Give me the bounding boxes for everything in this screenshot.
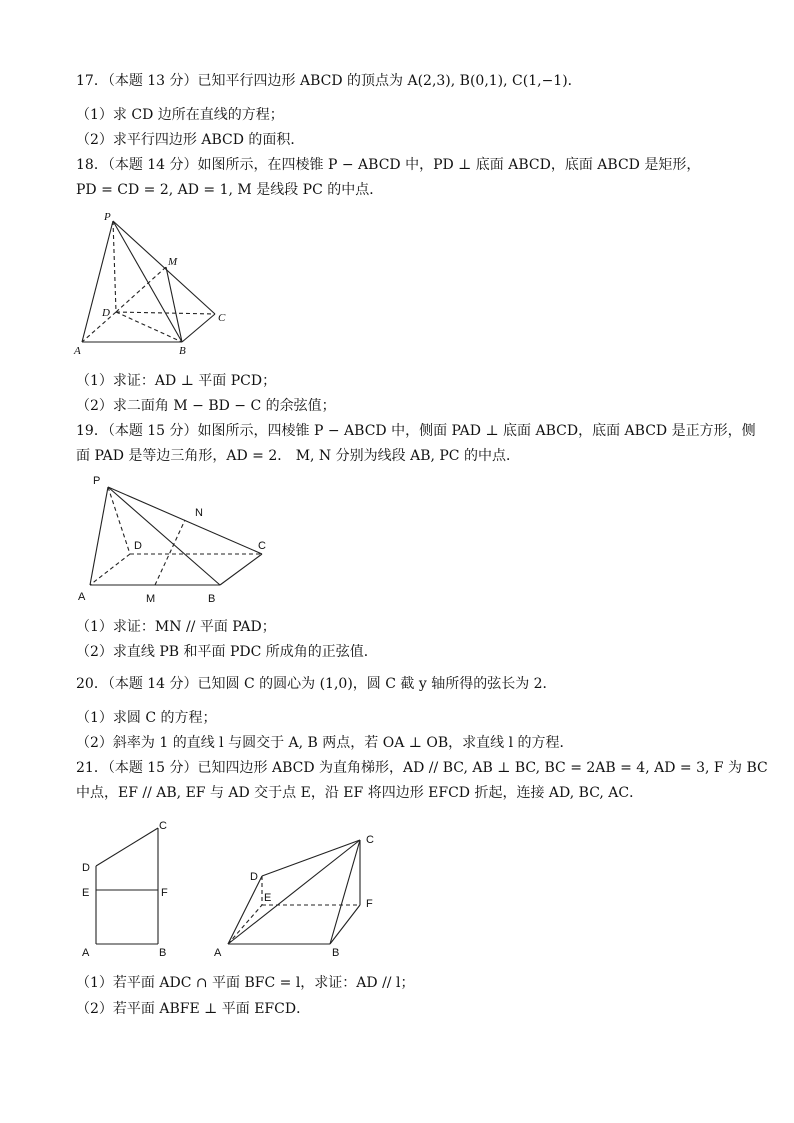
problem-20-question-2: （2）斜率为 1 的直线 l 与圆交于 A, B 两点，若 OA ⊥ OB，求直线 l 的方程． — [76, 735, 574, 751]
problem-21-question-2: （2）若平面 ABFE ⊥ 平面 EFCD． — [76, 1001, 311, 1017]
fig19-label-N: N — [195, 507, 203, 519]
fig21a-label-A: A — [82, 947, 90, 959]
fig19-label-C: C — [258, 540, 266, 552]
problem-17-question-2: （2）求平行四边形 ABCD 的面积． — [76, 132, 305, 148]
problem-19-stem-line-1: 19．（本题 15 分）如图所示，四棱锥 P − ABCD 中，侧面 PAD ⊥ 底面 ABCD，底面 ABCD 是正方形，侧 — [76, 423, 756, 439]
fig21b-label-D: D — [250, 871, 258, 883]
problem-20-stem: 20．（本题 14 分）已知圆 C 的圆心为 (1,0)，圆 C 截 y 轴所得的弦长为 2． — [76, 676, 557, 692]
problem-19-stem-line-2: 面 PAD 是等边三角形，AD = 2． M, N 分别为线段 AB, PC 的中点． — [76, 448, 520, 464]
problem-19-question-2: （2）求直线 PB 和平面 PDC 所成角的正弦值． — [76, 644, 378, 660]
fig18-label-D: D — [102, 307, 110, 319]
fig21b-label-F: F — [366, 898, 373, 910]
fig21a-label-B: B — [159, 947, 167, 959]
fig21b-label-A: A — [214, 947, 222, 959]
fig18-label-B: B — [179, 345, 186, 357]
problem-18-stem-line-2: PD = CD = 2, AD = 1, M 是线段 PC 的中点． — [76, 182, 384, 198]
fig19-label-B: B — [208, 593, 216, 605]
fig18-label-C: C — [218, 312, 226, 324]
problem-18-question-2: （2）求二面角 M − BD − C 的余弦值； — [76, 398, 336, 414]
figure-21-folded-solid — [210, 825, 385, 960]
problem-17-stem: 17．（本题 13 分）已知平行四边形 ABCD 的顶点为 A(2,3), B(0,1), C(1,−1)． — [76, 73, 582, 89]
problem-19-question-1: （1）求证：MN // 平面 PAD； — [76, 619, 276, 635]
fig18-label-A: A — [74, 345, 81, 357]
fig19-label-D: D — [134, 540, 142, 552]
problem-20-question-1: （1）求圆 C 的方程； — [76, 710, 217, 726]
fig21b-label-C: C — [366, 834, 374, 846]
problem-21-stem-line-2: 中点，EF // AB, EF 与 AD 交于点 E，沿 EF 将四边形 EFCD 折起，连接 AD, BC, AC． — [76, 785, 644, 801]
problem-21-stem-line-1: 21．（本题 15 分）已知四边形 ABCD 为直角梯形，AD // BC, AB ⊥ BC, BC = 2AB = 4, AD = 3, F 为 BC — [76, 760, 768, 776]
problem-21-question-1: （1）若平面 ADC ∩ 平面 BFC = l，求证：AD // l； — [76, 975, 415, 991]
fig21b-label-E: E — [264, 892, 272, 904]
problem-17-question-1: （1）求 CD 边所在直线的方程； — [76, 107, 284, 123]
figure-19-pyramid — [74, 470, 274, 610]
fig18-label-P: P — [104, 211, 111, 223]
fig19-label-P: P — [93, 475, 101, 487]
fig21a-label-E: E — [82, 887, 90, 899]
fig21a-label-C: C — [159, 820, 167, 832]
fig21b-label-B: B — [332, 947, 340, 959]
figure-18-pyramid — [70, 205, 240, 360]
fig21a-label-D: D — [82, 862, 90, 874]
fig19-label-M: M — [146, 593, 156, 605]
fig21a-label-F: F — [161, 887, 168, 899]
problem-18-question-1: （1）求证：AD ⊥ 平面 PCD； — [76, 373, 277, 389]
fig19-label-A: A — [78, 591, 86, 603]
figure-21-trapezoid — [76, 815, 176, 960]
fig18-label-M: M — [168, 256, 178, 268]
problem-18-stem-line-1: 18．（本题 14 分）如图所示，在四棱锥 P − ABCD 中，PD ⊥ 底面 ABCD，底面 ABCD 是矩形， — [76, 157, 701, 173]
